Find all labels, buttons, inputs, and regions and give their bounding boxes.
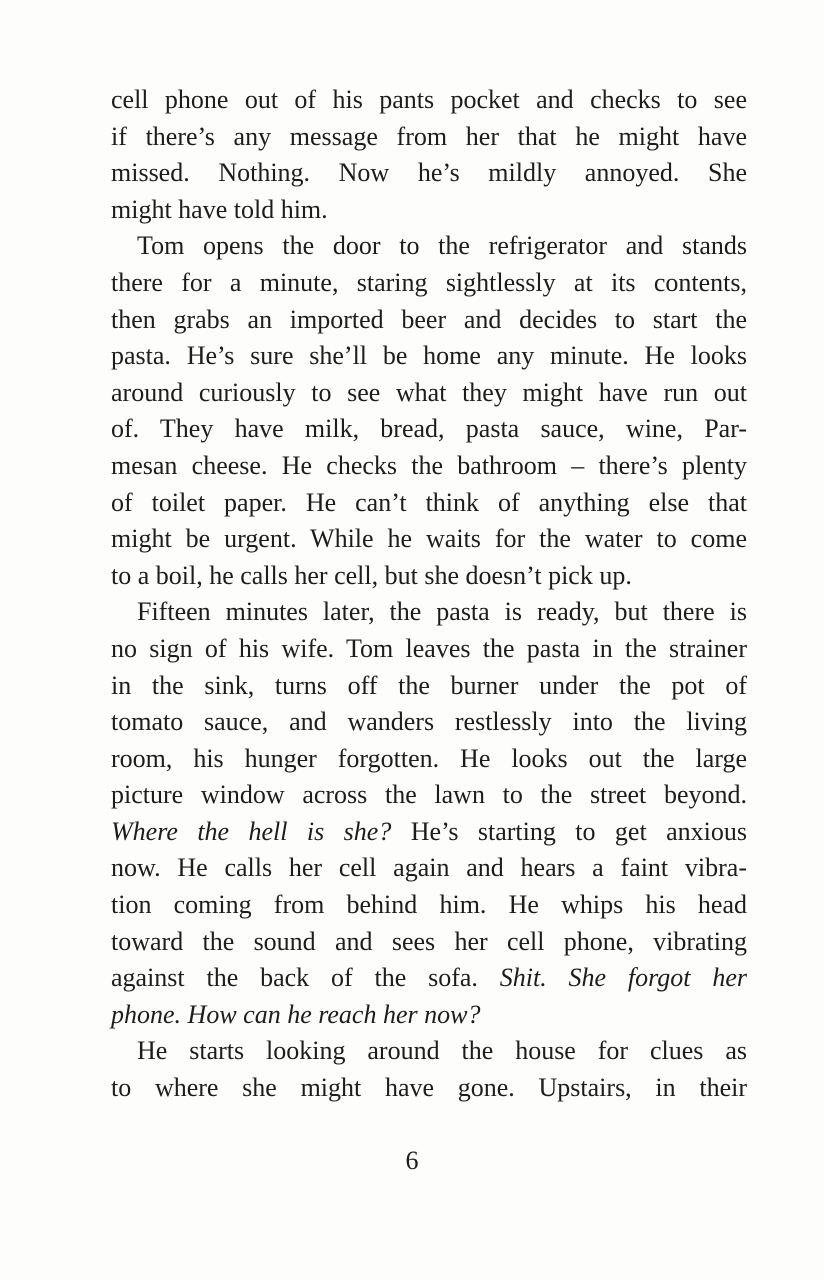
italic-text: phone. How can he reach her now? <box>111 999 481 1029</box>
text-line <box>111 228 747 265</box>
text-line <box>111 1033 747 1070</box>
text-fragment: then grabs an imported beer and decides to start the <box>111 304 747 334</box>
text-line <box>111 960 747 997</box>
text-line <box>111 302 747 339</box>
text-line <box>111 155 747 192</box>
text-fragment: around curiously to see what they might have run out <box>111 377 747 407</box>
text-fragment: Fifteen minutes later, the pasta is ready, but there is <box>137 597 747 627</box>
text-fragment: Tom opens the door to the refrigerator and stands <box>137 231 747 261</box>
text-line <box>111 1070 747 1107</box>
text-line <box>111 448 747 485</box>
text-fragment: to a boil, he calls her cell, but she doesn’t pick up. <box>111 560 632 590</box>
text-line <box>111 704 747 741</box>
body-text <box>111 82 747 1107</box>
text-line <box>111 777 747 814</box>
text-line <box>111 631 747 668</box>
text-line <box>111 741 747 778</box>
italic-text: Shit. She forgot her <box>499 963 748 993</box>
text-fragment: of. They have milk, bread, pasta sauce, wine, Par- <box>111 414 747 444</box>
text-line <box>111 887 747 924</box>
text-line <box>111 814 747 851</box>
text-line <box>111 485 747 522</box>
text-line <box>111 82 747 119</box>
text-fragment: no sign of his wife. Tom leaves the pasta in the strainer <box>111 633 747 663</box>
text-line <box>111 411 747 448</box>
text-line <box>111 594 747 631</box>
text-line <box>111 119 747 156</box>
text-line <box>111 375 747 412</box>
text-fragment: if there’s any message from her that he might have <box>111 121 747 151</box>
text-fragment: tomato sauce, and wanders restlessly into the living <box>111 707 747 737</box>
text-fragment: might have told him. <box>111 194 328 224</box>
text-line <box>111 850 747 887</box>
text-fragment: cell phone out of his pants pocket and checks to see <box>111 85 747 114</box>
text-fragment: picture window across the lawn to the street beyond. <box>111 780 747 810</box>
text-fragment: now. He calls her cell again and hears a faint vibra- <box>111 853 747 883</box>
text-line <box>111 338 747 375</box>
text-fragment: mesan cheese. He checks the bathroom – there’s plenty <box>111 450 747 480</box>
text-line <box>111 521 747 558</box>
text-line <box>111 192 747 229</box>
text-fragment: to where she might have gone. Upstairs, in their <box>111 1073 747 1103</box>
text-line <box>111 668 747 705</box>
text-line <box>111 924 747 961</box>
italic-text: Where the hell is she? <box>111 816 392 846</box>
text-fragment: might be urgent. While he waits for the water to come <box>111 524 747 554</box>
text-fragment: He starts looking around the house for clues as <box>137 1036 747 1066</box>
text-fragment: tion coming from behind him. He whips his head <box>111 890 747 920</box>
text-fragment: toward the sound and sees her cell phone, vibrating <box>111 926 747 956</box>
text-line <box>111 997 747 1034</box>
text-fragment: against the back of the sofa. <box>111 963 500 993</box>
text-fragment: of toilet paper. He can’t think of anything else that <box>111 487 747 517</box>
text-fragment: room, his hunger forgotten. He looks out the large <box>111 743 747 773</box>
text-fragment: missed. Nothing. Now he’s mildly annoyed. She <box>111 158 747 188</box>
text-line <box>111 265 747 302</box>
text-fragment: there for a minute, staring sightlessly at its contents, <box>111 267 747 297</box>
text-fragment: in the sink, turns off the burner under the pot of <box>111 670 747 700</box>
text-line <box>111 558 747 595</box>
text-fragment: He’s starting to get anxious <box>391 816 748 846</box>
page-number: 6 <box>405 1146 419 1175</box>
text-fragment: pasta. He’s sure she’ll be home any minute. He looks <box>111 341 747 371</box>
